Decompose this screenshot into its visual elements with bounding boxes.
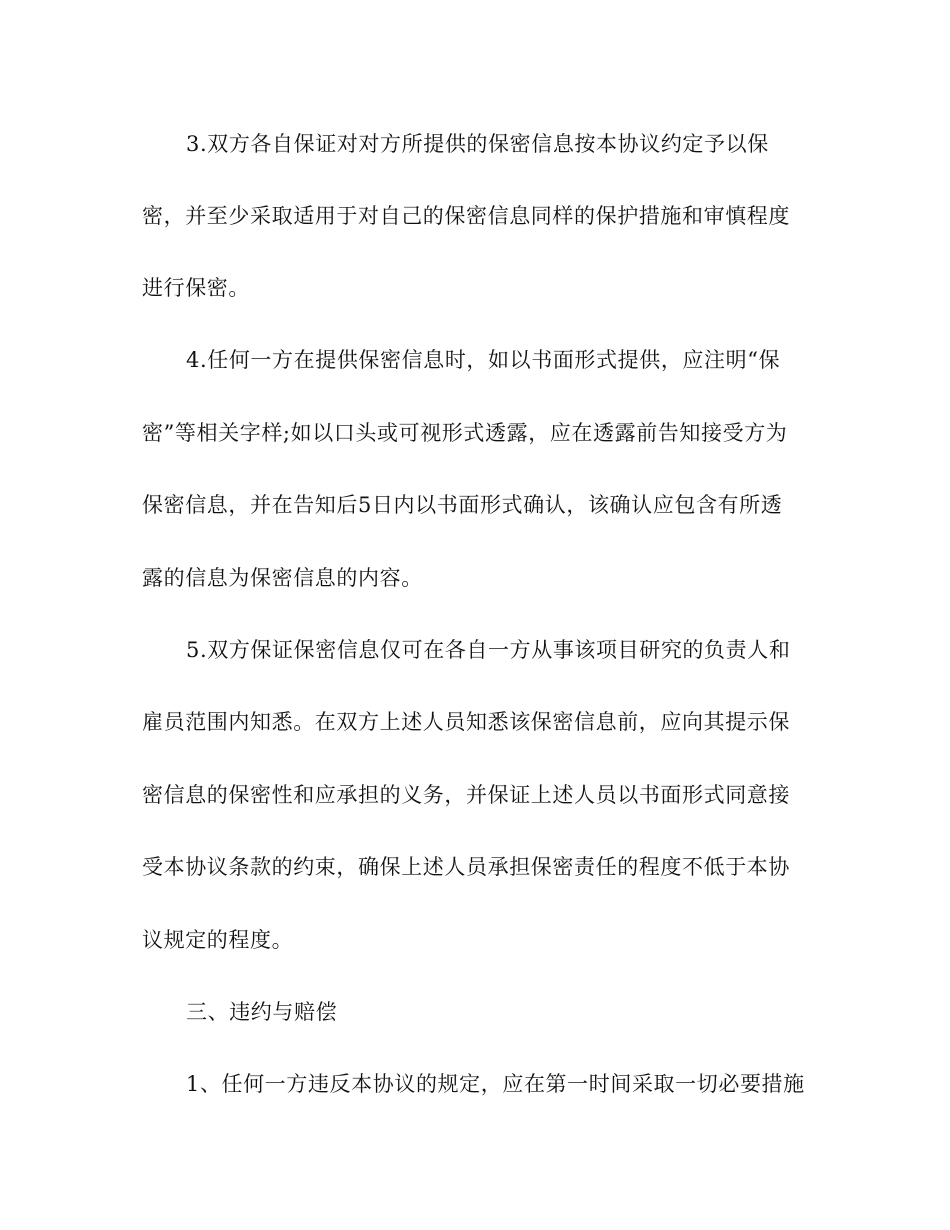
text-line-4: 4.任何一方在提供保密信息时，如以书面形式提供，应注明“保 xyxy=(186,348,781,372)
text-line-5: 密”等相关字样;如以口头或可视形式透露，应在透露前告知接受方为 xyxy=(142,421,788,445)
text-line-6: 保密信息，并在告知后5日内以书面形式确认，该确认应包含有所透 xyxy=(142,493,783,517)
text-line-14: 1、任何一方违反本协议的规定，应在第一时间采取一切必要措施 xyxy=(186,1072,805,1096)
text-line-3: 进行保密。 xyxy=(142,276,250,300)
text-line-11: 受本协议条款的约束，确保上述人员承担保密责任的程度不低于本协 xyxy=(142,855,790,879)
text-line-2: 密，并至少采取适用于对自己的保密信息同样的保护措施和审慎程度 xyxy=(142,204,790,228)
section-heading: 三、违约与赔偿 xyxy=(186,1000,338,1024)
text-line-7: 露的信息为保密信息的内容。 xyxy=(142,566,423,590)
text-line-1: 3.双方各自保证对对方所提供的保密信息按本协议约定予以保 xyxy=(186,132,769,156)
text-line-10: 密信息的保密性和应承担的义务，并保证上述人员以书面形式同意接 xyxy=(142,783,790,807)
text-line-9: 雇员范围内知悉。在双方上述人员知悉该保密信息前，应向其提示保 xyxy=(142,710,790,734)
text-line-8: 5.双方保证保密信息仅可在各自一方从事该项目研究的负责人和 xyxy=(186,638,791,662)
text-line-12: 议规定的程度。 xyxy=(142,928,294,952)
